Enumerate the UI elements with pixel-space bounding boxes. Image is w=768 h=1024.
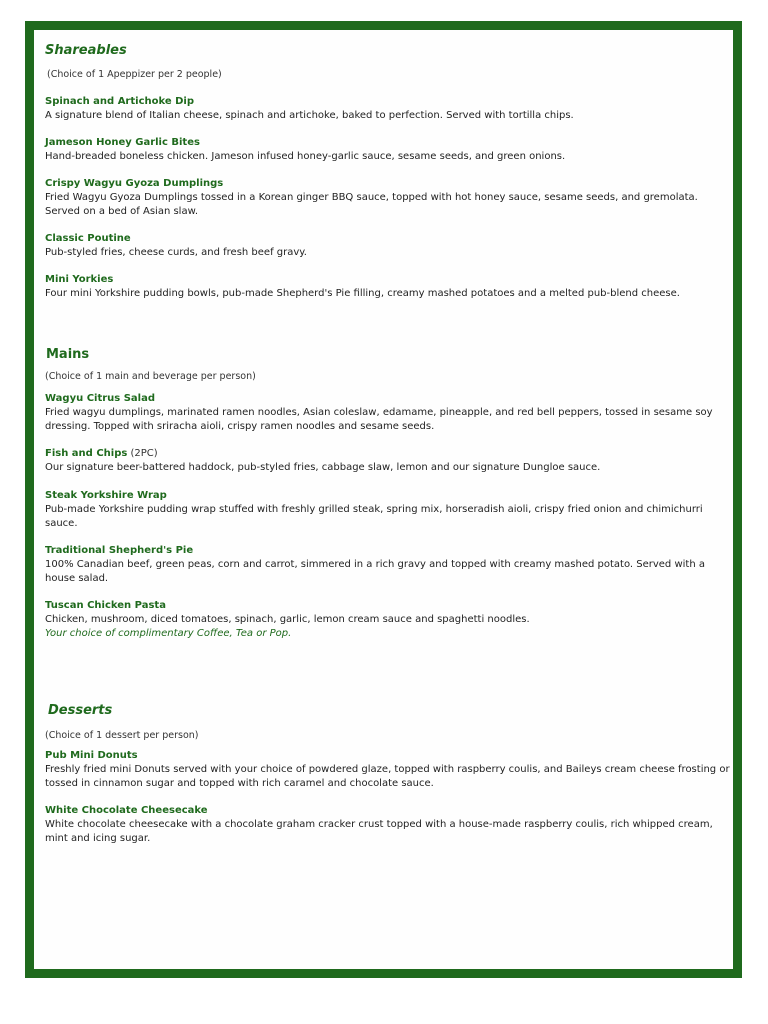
menu-item — [45, 177, 730, 219]
section-title-desserts: Desserts — [48, 703, 113, 718]
menu-item — [45, 273, 730, 301]
section-note-mains: (Choice of 1 main and beverage per person) — [45, 371, 256, 382]
item-name: Jameson Honey Garlic Bites — [45, 137, 200, 148]
item-description: Pub-made Yorkshire pudding wrap stuffed with freshly grilled steak, spring mix, horseradish aioli, crispy fried onion and chimichurri sauce. — [45, 504, 703, 529]
menu-item — [45, 804, 730, 846]
menu-item — [45, 136, 730, 164]
section-title-mains: Mains — [46, 347, 90, 362]
item-name: Classic Poutine — [45, 233, 131, 244]
beverage-note: Your choice of complimentary Coffee, Tea or Pop. — [45, 628, 292, 639]
item-description: Our signature beer-battered haddock, pub-styled fries, cabbage slaw, lemon and our signature Dungloe sauce. — [45, 462, 601, 473]
menu-item — [45, 544, 730, 586]
item-name: Wagyu Citrus Salad — [45, 393, 156, 404]
section-title-shareables: Shareables — [45, 43, 127, 58]
section-note-shareables: (Choice of 1 Apeppizer per 2 people) — [47, 69, 222, 80]
item-description: Fried wagyu dumplings, marinated ramen noodles, Asian coleslaw, edamame, pineapple, and red bell peppers, tossed in sesame soy dressing. Topped with sriracha aioli, crispy ramen noodles and sesame seeds. — [45, 407, 713, 432]
menu-item — [45, 447, 730, 475]
item-description: Fried Wagyu Gyoza Dumplings tossed in a Korean ginger BBQ sauce, topped with hot honey sauce, sesame seeds, and gremolata. Served on a bed of Asian slaw. — [45, 192, 698, 217]
item-description: Four mini Yorkshire pudding bowls, pub-made Shepherd's Pie filling, creamy mashed potatoes and a melted pub-blend cheese. — [45, 288, 680, 299]
item-name: Crispy Wagyu Gyoza Dumplings — [45, 178, 224, 189]
item-name: Mini Yorkies — [45, 274, 114, 285]
item-name: Pub Mini Donuts — [45, 750, 138, 761]
menu-item — [45, 232, 730, 260]
item-name: Fish and Chips — [45, 448, 128, 459]
item-name: White Chocolate Cheesecake — [45, 805, 208, 816]
item-name: Spinach and Artichoke Dip — [45, 96, 195, 107]
item-description: Chicken, mushroom, diced tomatoes, spinach, garlic, lemon cream sauce and spaghetti noodles. — [45, 614, 530, 625]
menu-item — [45, 392, 730, 434]
item-description: A signature blend of Italian cheese, spinach and artichoke, baked to perfection. Served with tortilla chips. — [45, 110, 574, 121]
item-description: Freshly fried mini Donuts served with your choice of powdered glaze, topped with raspberry coulis, and Baileys cream cheese frosting or tossed in cinnamon sugar and topped with rich caramel and chocolate sauce. — [45, 764, 730, 789]
item-portion: (2PC) — [127, 448, 158, 459]
item-name: Tuscan Chicken Pasta — [45, 600, 166, 611]
item-description: Hand-breaded boneless chicken. Jameson infused honey-garlic sauce, sesame seeds, and green onions. — [45, 151, 566, 162]
menu-item — [45, 95, 730, 123]
item-description: Pub-styled fries, cheese curds, and fresh beef gravy. — [45, 247, 307, 258]
menu-item — [45, 489, 730, 531]
item-name-with-suffix — [45, 447, 730, 461]
item-name: Steak Yorkshire Wrap — [45, 490, 167, 501]
item-name: Traditional Shepherd's Pie — [45, 545, 194, 556]
item-description: White chocolate cheesecake with a chocolate graham cracker crust topped with a house-made raspberry coulis, rich whipped cream, mint and icing sugar. — [45, 819, 713, 844]
menu-item — [45, 599, 730, 641]
menu-item — [45, 749, 730, 791]
section-note-desserts: (Choice of 1 dessert per person) — [45, 730, 199, 741]
item-description: 100% Canadian beef, green peas, corn and carrot, simmered in a rich gravy and topped with creamy mashed potato. Served with a house salad. — [45, 559, 705, 584]
